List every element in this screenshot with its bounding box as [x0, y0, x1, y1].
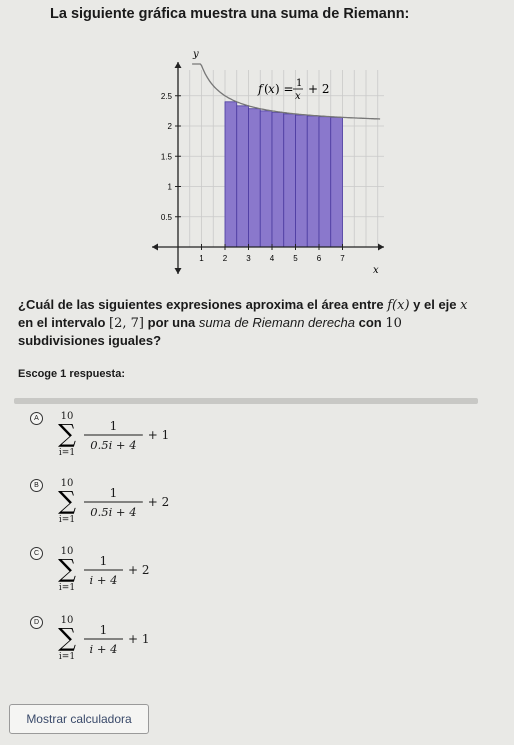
y-axis-label: y: [193, 49, 199, 60]
constant-term: + 2: [147, 495, 170, 509]
svg-text:f: f: [258, 82, 263, 96]
sum-upper-limit: 10: [60, 411, 74, 422]
y-tick-label: 1: [167, 182, 172, 192]
riemann-rectangle: [260, 111, 272, 247]
y-tick-label: 1.5: [160, 152, 172, 162]
option-formula: [50, 475, 220, 533]
question-line1-pre: ¿Cuál de las siguientes expresiones aproxima el área entre: [18, 297, 384, 312]
fraction-numerator: 1: [99, 554, 108, 568]
sum-lower-limit: i=1: [58, 515, 76, 525]
riemann-rectangle: [296, 115, 308, 247]
question-line3: subdivisiones iguales?: [18, 333, 162, 348]
sum-lower-limit: i=1: [58, 448, 76, 458]
question-line2-post: con: [358, 315, 382, 330]
fraction-denominator: 0.5i + 4: [90, 438, 137, 452]
constant-term: + 1: [147, 428, 170, 442]
answer-option-b[interactable]: [30, 475, 230, 533]
riemann-rule-text: suma de Riemann derecha: [198, 315, 356, 330]
riemann-rectangle: [272, 113, 284, 247]
option-formula: [50, 612, 220, 670]
y-tick-label: 0.5: [160, 212, 172, 222]
question-line1-post: y el eje: [413, 297, 457, 312]
choose-prompt: Escoge 1 respuesta:: [18, 368, 125, 380]
riemann-rectangle: [307, 116, 319, 247]
riemann-rectangle: [237, 106, 249, 247]
svg-text:x: x: [295, 91, 301, 102]
fraction-numerator: 1: [109, 486, 118, 500]
svg-text:1: 1: [296, 78, 303, 89]
riemann-sum-graph: [148, 42, 388, 290]
show-calculator-button[interactable]: Mostrar calculadora: [9, 704, 149, 734]
question-line2-pre: en el intervalo: [18, 315, 106, 330]
constant-term: + 2: [128, 563, 150, 577]
x-tick-label: 4: [269, 254, 275, 263]
sum-lower-limit: i=1: [58, 652, 76, 662]
fraction-denominator: i + 4: [89, 573, 118, 587]
summation-symbol: ∑: [58, 623, 76, 652]
option-formula: [50, 543, 220, 601]
option-letter-circle: C: [30, 547, 43, 560]
x-tick-label: 3: [246, 254, 251, 263]
x-tick-label: 5: [293, 254, 298, 263]
x-tick-label: 1: [199, 254, 204, 263]
summation-symbol: ∑: [58, 419, 76, 448]
sum-upper-limit: 10: [60, 615, 74, 626]
answer-option-c[interactable]: [30, 543, 230, 601]
svg-text:) =: ) =: [275, 82, 294, 96]
summation-symbol: ∑: [58, 554, 76, 583]
constant-term: + 1: [128, 632, 150, 646]
riemann-rectangle: [249, 109, 261, 247]
y-tick-label: 2.5: [160, 91, 172, 101]
answer-option-d[interactable]: [30, 612, 230, 670]
riemann-rectangle: [319, 117, 331, 247]
x-tick-label: 7: [340, 254, 345, 263]
option-letter-circle: D: [30, 616, 43, 629]
fraction-numerator: 1: [99, 623, 108, 637]
x-axis-label: x: [373, 265, 379, 276]
sum-upper-limit: 10: [60, 546, 74, 557]
intro-text: La siguiente gráfica muestra una suma de Riemann:: [50, 6, 410, 22]
x-tick-label: 6: [316, 254, 322, 263]
fraction-denominator: i + 4: [89, 642, 118, 656]
fraction-numerator: 1: [109, 419, 118, 433]
x-tick-label: 2: [222, 254, 228, 263]
question-text: [18, 296, 510, 349]
sum-lower-limit: i=1: [58, 583, 76, 593]
option-letter-circle: B: [30, 479, 43, 492]
riemann-rectangle: [331, 117, 343, 247]
divider: [14, 398, 478, 404]
riemann-rectangle: [225, 102, 237, 247]
svg-text:(: (: [264, 82, 269, 96]
riemann-rectangles: [225, 102, 343, 247]
sum-upper-limit: 10: [60, 478, 74, 489]
interval-expression: [2, 7]: [109, 316, 144, 331]
summation-symbol: ∑: [58, 486, 76, 515]
option-formula: [50, 408, 220, 466]
svg-text:+ 2: + 2: [308, 82, 330, 96]
fx-expression: f(x): [387, 298, 410, 313]
y-tick-label: 2: [167, 122, 172, 131]
option-letter-circle: A: [30, 412, 43, 425]
x-variable: x: [460, 298, 468, 313]
fraction-denominator: 0.5i + 4: [90, 505, 137, 519]
question-line2-mid: por una: [147, 315, 196, 330]
subdivision-count: 10: [385, 316, 402, 331]
answer-option-a[interactable]: [30, 408, 230, 466]
riemann-rectangle: [284, 114, 296, 247]
svg-text:x: x: [268, 82, 275, 96]
